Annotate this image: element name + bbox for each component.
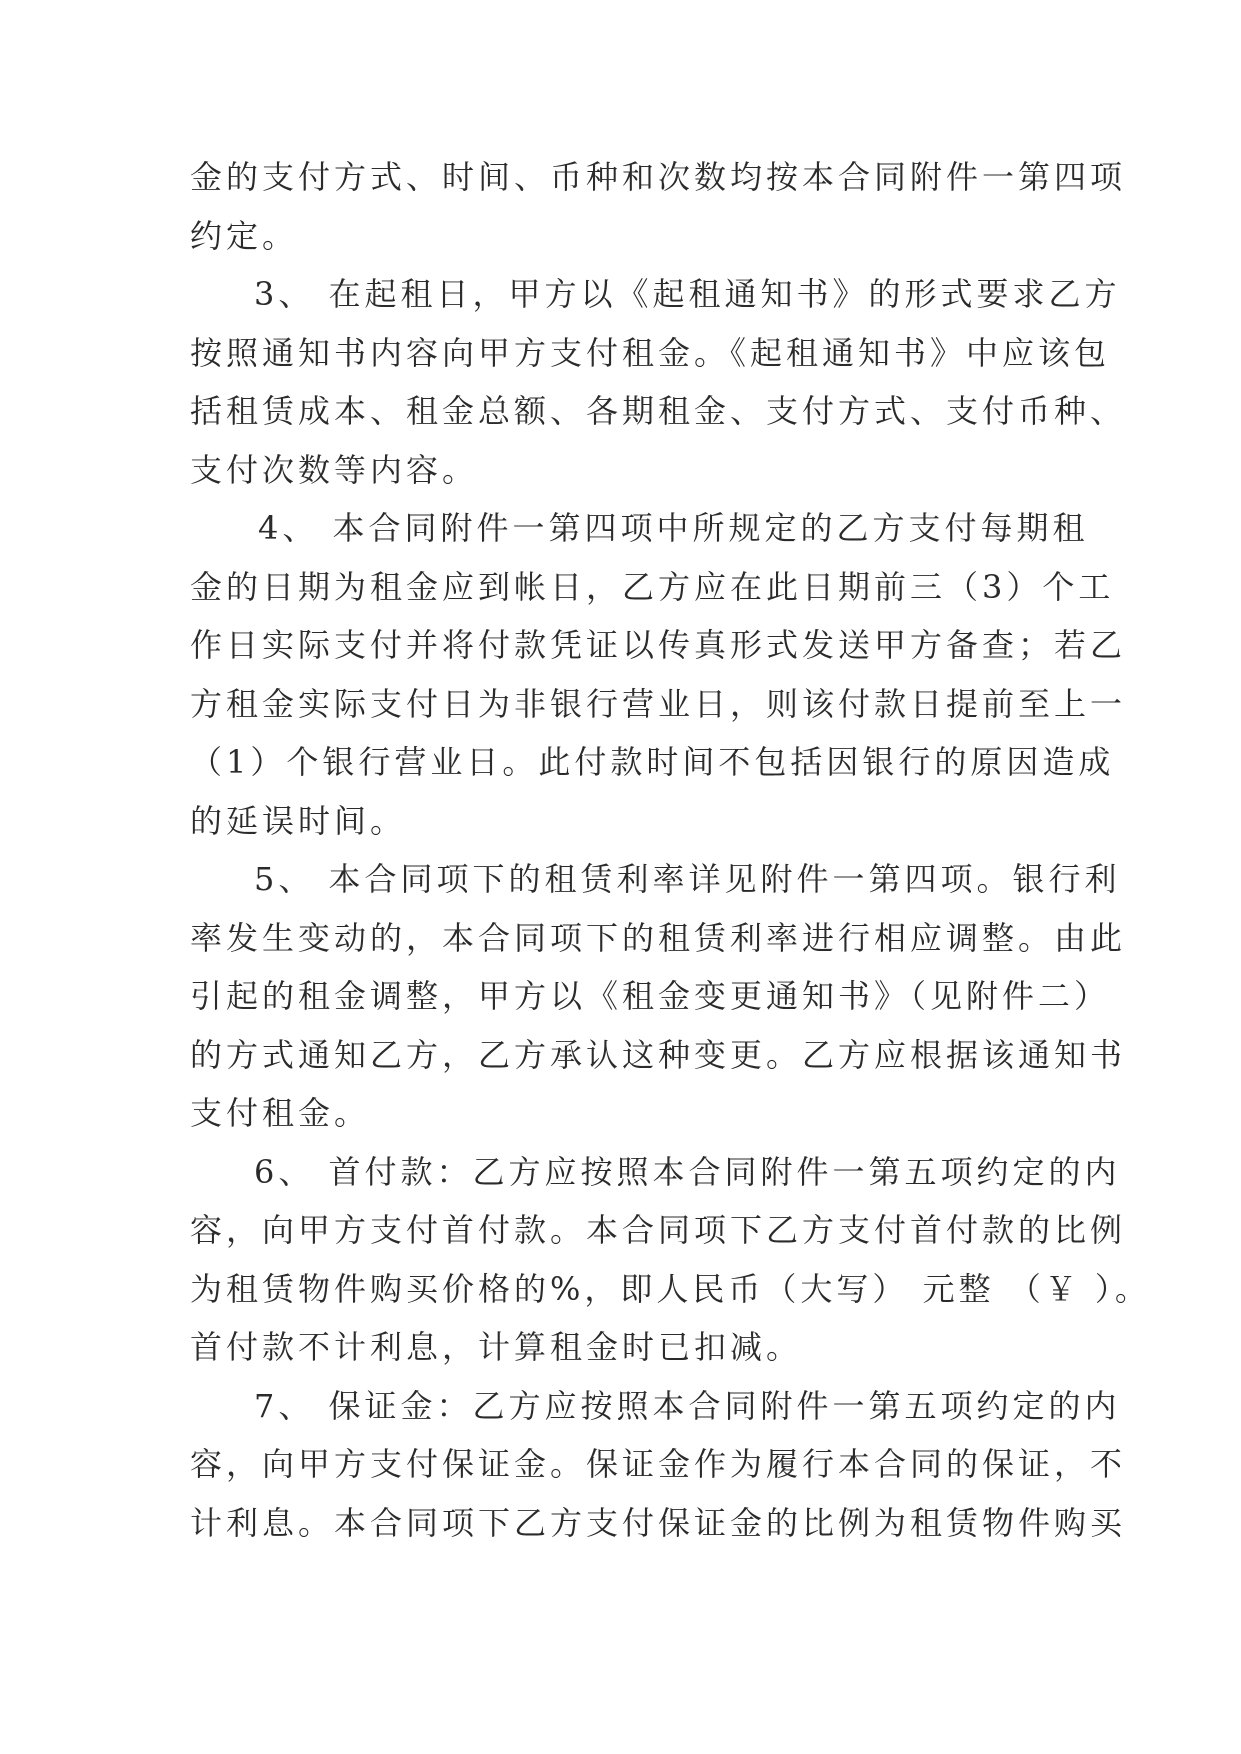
text-line: 金的支付方式、时间、币种和次数均按本合同附件一第四项 xyxy=(190,158,1127,196)
text-line: 的方式通知乙方，乙方承认这种变更。乙方应根据该通知书 xyxy=(190,1035,1127,1074)
text-line: 为租赁物件购买价格的%，即人民币（大写） 元整 （￥ ）。 xyxy=(190,1269,1151,1308)
text-line: 支付次数等内容。 xyxy=(190,450,479,489)
clause-6-heading-line: 6、 首付款：乙方应按照本合同附件一第五项约定的内 xyxy=(254,1152,1121,1191)
text-line: 容，向甲方支付保证金。保证金作为履行本合同的保证，不 xyxy=(190,1445,1127,1483)
text-line: 方租金实际支付日为非银行营业日，则该付款日提前至上一 xyxy=(190,684,1127,723)
text-line: （1）个银行营业日。此付款时间不包括因银行的原因造成 xyxy=(190,743,1115,781)
document-body xyxy=(190,148,1151,1552)
text-line: 按照通知书内容向甲方支付租金。《起租通知书》中应该包 xyxy=(190,333,1111,372)
text-line: 的延误时间。 xyxy=(190,801,407,840)
text-line: 引起的租金调整，甲方以《租金变更通知书》（见附件二） xyxy=(190,977,1111,1015)
clause-5-heading-line: 5、 本合同项下的租赁利率详见附件一第四项。银行利 xyxy=(254,860,1121,898)
text-line: 括租赁成本、租金总额、各期租金、支付方式、支付币种、 xyxy=(190,392,1127,430)
text-line: 首付款不计利息，计算租金时已扣减。 xyxy=(190,1328,803,1366)
text-line: 支付租金。 xyxy=(190,1094,371,1132)
text-line: 约定。 xyxy=(190,216,299,255)
text-line: 容，向甲方支付首付款。本合同项下乙方支付首付款的比例 xyxy=(190,1211,1127,1249)
clause-3-heading-line: 3、 在起租日，甲方以《起租通知书》的形式要求乙方 xyxy=(254,275,1121,313)
text-line: 作日实际支付并将付款凭证以传真形式发送甲方备查；若乙 xyxy=(190,626,1127,664)
text-line: 金的日期为租金应到帐日，乙方应在此日期前三（3）个工 xyxy=(190,567,1115,606)
clause-4-heading-line: 4、 本合同附件一第四项中所规定的乙方支付每期租 xyxy=(258,509,1089,547)
text-line: 率发生变动的，本合同项下的租赁利率进行相应调整。由此 xyxy=(190,918,1127,957)
text-line: 计利息。本合同项下乙方支付保证金的比例为租赁物件购买 xyxy=(190,1503,1127,1542)
clause-7-heading-line: 7、 保证金：乙方应按照本合同附件一第五项约定的内 xyxy=(254,1386,1121,1425)
